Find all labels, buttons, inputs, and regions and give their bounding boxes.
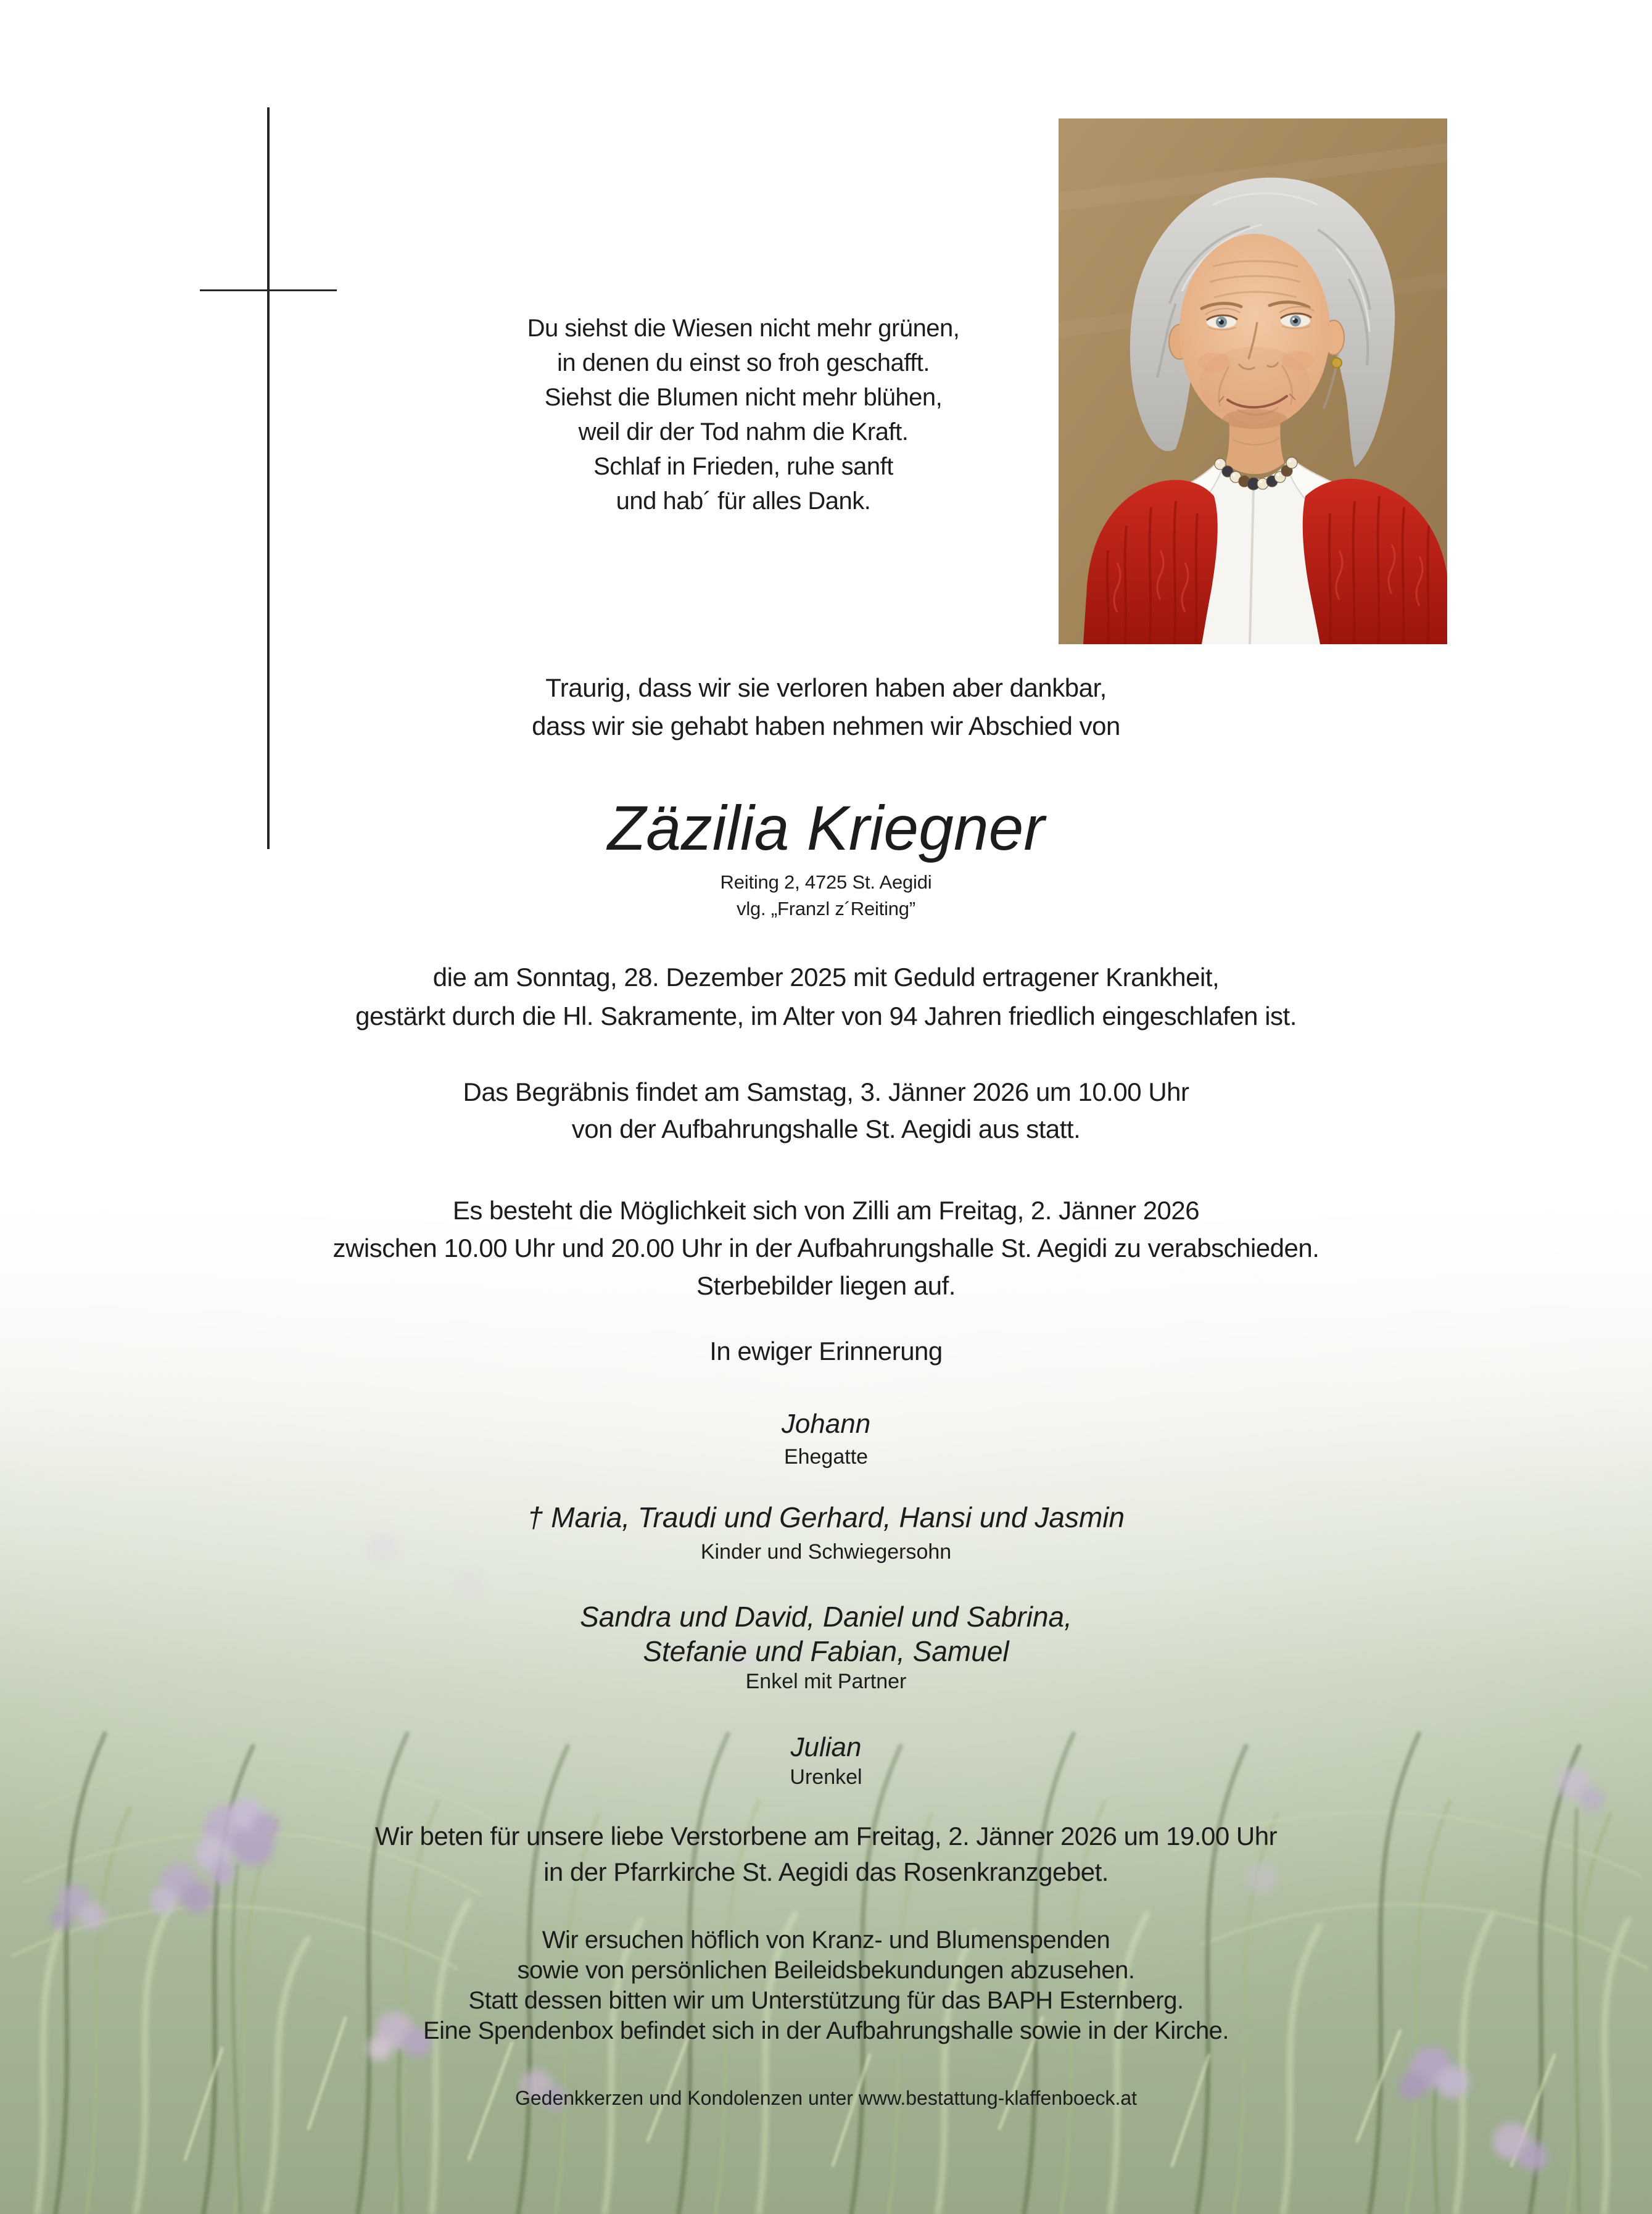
funeral-line: Das Begräbnis findet am Samstag, 3. Jänner 2026 um 10.00 Uhr <box>463 1077 1189 1106</box>
mourner-children-names <box>0 1501 1652 1534</box>
poem-line: Schlaf in Frieden, ruhe sanft <box>593 453 893 480</box>
children-names-text: † Maria, Traudi und Gerhard, Hansi und Jasmin <box>527 1501 1125 1533</box>
farewell-paragraph <box>0 1192 1652 1304</box>
remembrance-title <box>0 1335 1652 1367</box>
donation-line: Eine Spendenbox befindet sich in der Aufbahrungshalle sowie in der Kirche. <box>423 2017 1229 2044</box>
funeral-line: von der Aufbahrungshalle St. Aegidi aus statt. <box>571 1114 1081 1143</box>
poem-line: weil dir der Tod nahm die Kraft. <box>578 418 909 446</box>
deceased-address <box>0 869 1652 922</box>
memorial-poem <box>0 311 1487 518</box>
death-paragraph <box>0 958 1652 1035</box>
great-grandchild-name-text: Julian <box>790 1732 862 1762</box>
deceased-name-text: Zäzilia Kriegner <box>607 793 1045 863</box>
rosary-line: Wir beten für unsere liebe Verstorbene am Freitag, 2. Jänner 2026 um 19.00 Uhr <box>374 1822 1278 1851</box>
deceased-name <box>0 794 1652 863</box>
mourner-grandchildren-names <box>0 1599 1652 1669</box>
footer-text: Gedenkkerzen und Kondolenzen unter www.bestattung-klaffenboeck.at <box>514 2087 1138 2109</box>
mourner-spouse-relation <box>0 1444 1652 1470</box>
rosary-line: in der Pfarrkirche St. Aegidi das Rosenkranzgebet. <box>543 1857 1109 1886</box>
death-line: die am Sonntag, 28. Dezember 2025 mit Geduld ertragener Krankheit, <box>432 963 1220 992</box>
poem-line: Siehst die Blumen nicht mehr blühen, <box>544 384 943 411</box>
mourner-spouse-name <box>0 1408 1652 1440</box>
grandchildren-line: Stefanie und Fabian, Samuel <box>643 1635 1009 1667</box>
poem-line: Du siehst die Wiesen nicht mehr grünen, <box>527 315 960 342</box>
great-grandchild-relation-text: Urenkel <box>790 1765 862 1789</box>
grandchildren-line: Sandra und David, Daniel und Sabrina, <box>580 1601 1072 1633</box>
poem-line: und hab´ für alles Dank. <box>616 487 871 515</box>
farewell-line: Sterbebilder liegen auf. <box>696 1271 956 1300</box>
mourner-children-relation <box>0 1539 1652 1565</box>
footer-note <box>0 2086 1652 2110</box>
mourner-great-grandchild-relation <box>0 1764 1652 1790</box>
intro-line: Traurig, dass wir sie verloren haben aber dankbar, <box>545 673 1107 702</box>
grandchildren-relation-text: Enkel mit Partner <box>745 1670 907 1693</box>
rosary-paragraph <box>0 1818 1652 1890</box>
farewell-line: zwischen 10.00 Uhr und 20.00 Uhr in der Aufbahrungshalle St. Aegidi zu verabschieden. <box>332 1233 1320 1262</box>
mourner-grandchildren-relation <box>0 1669 1652 1694</box>
poem-line: in denen du einst so froh geschafft. <box>557 349 930 376</box>
remembrance-text: In ewiger Erinnerung <box>709 1337 943 1366</box>
children-relation-text: Kinder und Schwiegersohn <box>700 1540 952 1564</box>
spouse-name-text: Johann <box>781 1409 871 1439</box>
mourner-great-grandchild-name <box>0 1731 1652 1764</box>
intro-line: dass wir sie gehabt haben nehmen wir Abschied von <box>532 711 1120 740</box>
funeral-paragraph <box>0 1074 1652 1148</box>
address-line: Reiting 2, 4725 St. Aegidi <box>720 871 932 893</box>
donation-line: Wir ersuchen höflich von Kranz- und Blumenspenden <box>542 1926 1110 1954</box>
death-line: gestärkt durch die Hl. Sakramente, im Alter von 94 Jahren friedlich eingeschlafen ist. <box>355 1001 1297 1030</box>
farewell-line: Es besteht die Möglichkeit sich von Zilli am Freitag, 2. Jänner 2026 <box>452 1196 1200 1225</box>
spouse-relation-text: Ehegatte <box>783 1445 869 1469</box>
donation-paragraph <box>0 1925 1652 2046</box>
vulgo-line: vlg. „Franzl z´Reiting” <box>737 898 915 919</box>
donation-line: sowie von persönlichen Beileidsbekundungen abzusehen. <box>517 1957 1135 1984</box>
donation-line: Statt dessen bitten wir um Unterstützung für das BAPH Esternberg. <box>468 1987 1184 2014</box>
farewell-intro <box>0 669 1652 745</box>
